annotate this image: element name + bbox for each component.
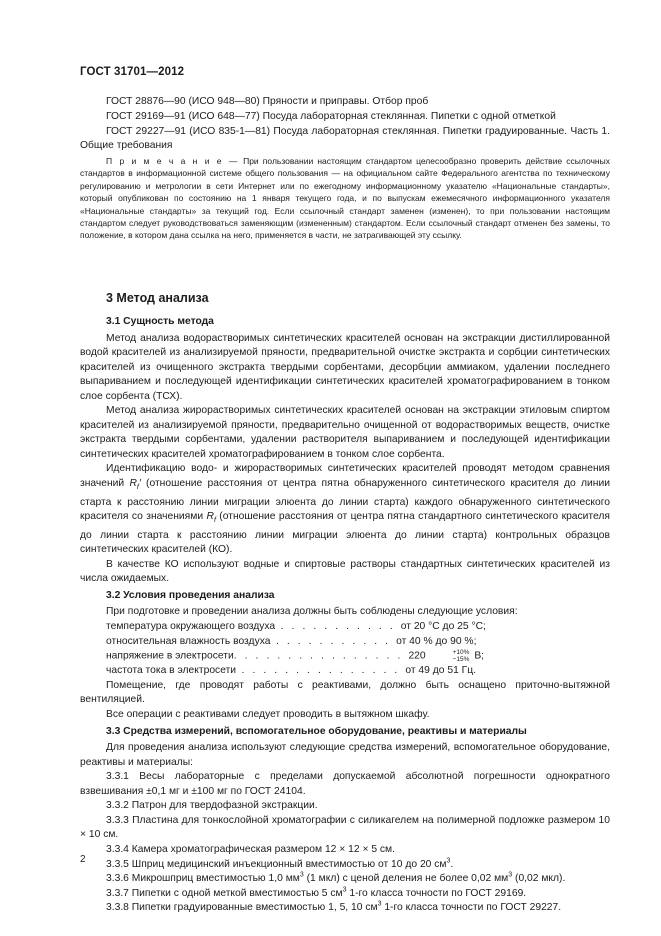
list-item: 3.3.6 Микрошприц вместимостью 1,0 $мм^3$ (1 мкл) с ценой деления не более 0,02 $мм^3$ (0,02 мкл).: [106, 871, 566, 885]
paragraph: В качестве КО используют водные и спиртовые растворы стандартных синтетических красителей из числа ожидаемых.: [80, 558, 610, 585]
paragraph: Все операции с реактивами следует проводить в вытяжном шкафу.: [106, 709, 430, 721]
reference-item: ГОСТ 29169—91 (ИСО 648—77) Посуда лабораторная стеклянная. Пипетки с одной отметкой: [106, 110, 556, 122]
condition-line: частота тока в электросети . . . . . . . . . . . . . . . от 49 до 51 Гц.: [106, 665, 476, 677]
voltage-tolerance: +10% −15%: [452, 649, 470, 664]
paragraph: Метод анализа водорастворимых синтетических красителей основан на экстракции дистиллированной водой красителей из анализируемой пряности, предварительной очистке экстракта и сорбции синтетических красителей из очищенного экстракта твердыми сорбентами, десорбции аммиаком, удалении последнего выпариванием и последующей идентификации синтетических красителей хроматографированием в тонком слое сорбента (ТСХ).: [80, 332, 610, 402]
list-item: 3.3.8 Пипетки градуированные вместимостью 1, 5, 10 $см^3$ 1-го класса точности по ГОСТ 29227.: [106, 900, 562, 914]
document-header: ГОСТ 31701—2012: [80, 66, 185, 78]
normative-references: [80, 95, 610, 154]
subsection-heading: 3.1 Сущность метода: [106, 316, 214, 327]
list-item: 3.3.7 Пипетки с одной меткой вместимостью 5 $см^3$ 1-го класса точности по ГОСТ 29169.: [106, 886, 527, 899]
paragraph: Для проведения анализа используют следующие средства измерений, вспомогательное оборудование, реактивы и материалы:: [80, 742, 610, 768]
list-item: 3.3.3 Пластина для тонкослойной хроматографии с силикагелем на полимерной подложке размером 10 × 10 см.: [80, 814, 610, 841]
section-heading: 3 Метод анализа: [106, 291, 209, 305]
list-item: 3.3.1 Весы лабораторные с пределами допускаемой абсолютной погрешности однократного взвешивания ±0,1 мг и ±100 мг по ГОСТ 24104.: [80, 771, 610, 797]
list-item: 3.3.4 Камера хроматографическая размером 12 × 12 × 5 см.: [106, 843, 395, 855]
references-note: [80, 155, 610, 242]
subsection-heading: 3.3 Средства измерений, вспомогательное оборудование, реактивы и материалы: [106, 725, 527, 737]
page-number: 2: [80, 854, 86, 865]
condition-line: относительная влажность воздуха . . . . . . . . . . . от 40 % до 90 %;: [106, 635, 477, 647]
paragraph: Идентификацию водо- и жирорастворимых синтетических красителей проводят методом сравнения значений $R_f'$ (отношение расстояния от центра пятна обнаруженного синтетического красителя до линии старта к расстоянию линии миграции элюента до линии старта) каждого обнаруженного синтетического красителя со значениями $R_f$ (отношение расстояния от центра пятна стандартного синтетического красителя до линии старта к расстоянию линии миграции элюента до линии старта) контрольных образцов синтетических красителей (КО).: [80, 463, 610, 556]
list-item: 3.3.2 Патрон для твердофазной экстракции.: [106, 800, 318, 812]
reference-item: ГОСТ 29227—91 (ИСО 835-1—81) Посуда лабораторная стеклянная. Пипетки градуированные. Часть 1. Общие требования: [80, 125, 610, 152]
paragraph: При подготовке и проведении анализа должны быть соблюдены следующие условия:: [106, 606, 518, 618]
paragraph: Помещение, где проводят работы с реактивами, должно быть оснащено приточно-вытяжной вентиляцией.: [80, 679, 610, 706]
note-label: П р и м е ч а н и е —: [106, 156, 239, 166]
subsection-heading: 3.2 Условия проведения анализа: [106, 589, 275, 601]
section-body: [80, 313, 610, 916]
rf-prime-symbol: $R_f'$: [129, 478, 141, 492]
condition-line: температура окружающего воздуха . . . . . . . . . . . от 20 °С до 25 °С;: [106, 621, 486, 633]
paragraph: Метод анализа жирорастворимых синтетических красителей основан на экстракции этиловым спиртом красителей из анализируемой пряности, предварительно очищенной от водорастворимых веществ, очистке экстракта твердыми сорбентами, удалении растворителя выпариванием и последующей идентификации синтетических красителей хроматографированием в тонком слое сорбента.: [80, 405, 610, 460]
reference-item: ГОСТ 28876—90 (ИСО 948—80) Пряности и приправы. Отбор проб: [106, 96, 429, 107]
note-text: При пользовании настоящим стандартом целесообразно проверить действие ссылочных стандартов в информационной системе общего пользования — на официальном сайте Федерального агентства по техническому регулированию и метрологии в сети Интернет или по ежегодному информационному указателю «Национальные стандарты», который опубликован по состоянию на 1 января текущего года, и по выпускам ежемесячного информационного указателя «Национальные стандарты» за текущий год. Если ссылочный стандарт заменен (изменен), то при пользовании настоящим стандартом следует руководствоваться заменяющим (измененным) стандартом. Если ссылочный стандарт отменен без замены, то положение, в котором дана ссылка на него, применяется в части, не затрагивающей эту ссылку.: [80, 156, 610, 241]
rf-symbol: $R_f$: [206, 511, 216, 525]
condition-line: напряжение в электросети. . . . . . . . . . . . . . . . 220 +10% −15% В;: [106, 649, 485, 664]
list-item: 3.3.5 Шприц медицинский инъекционный вместимостью от 10 до 20 $см^3$.: [106, 857, 454, 870]
